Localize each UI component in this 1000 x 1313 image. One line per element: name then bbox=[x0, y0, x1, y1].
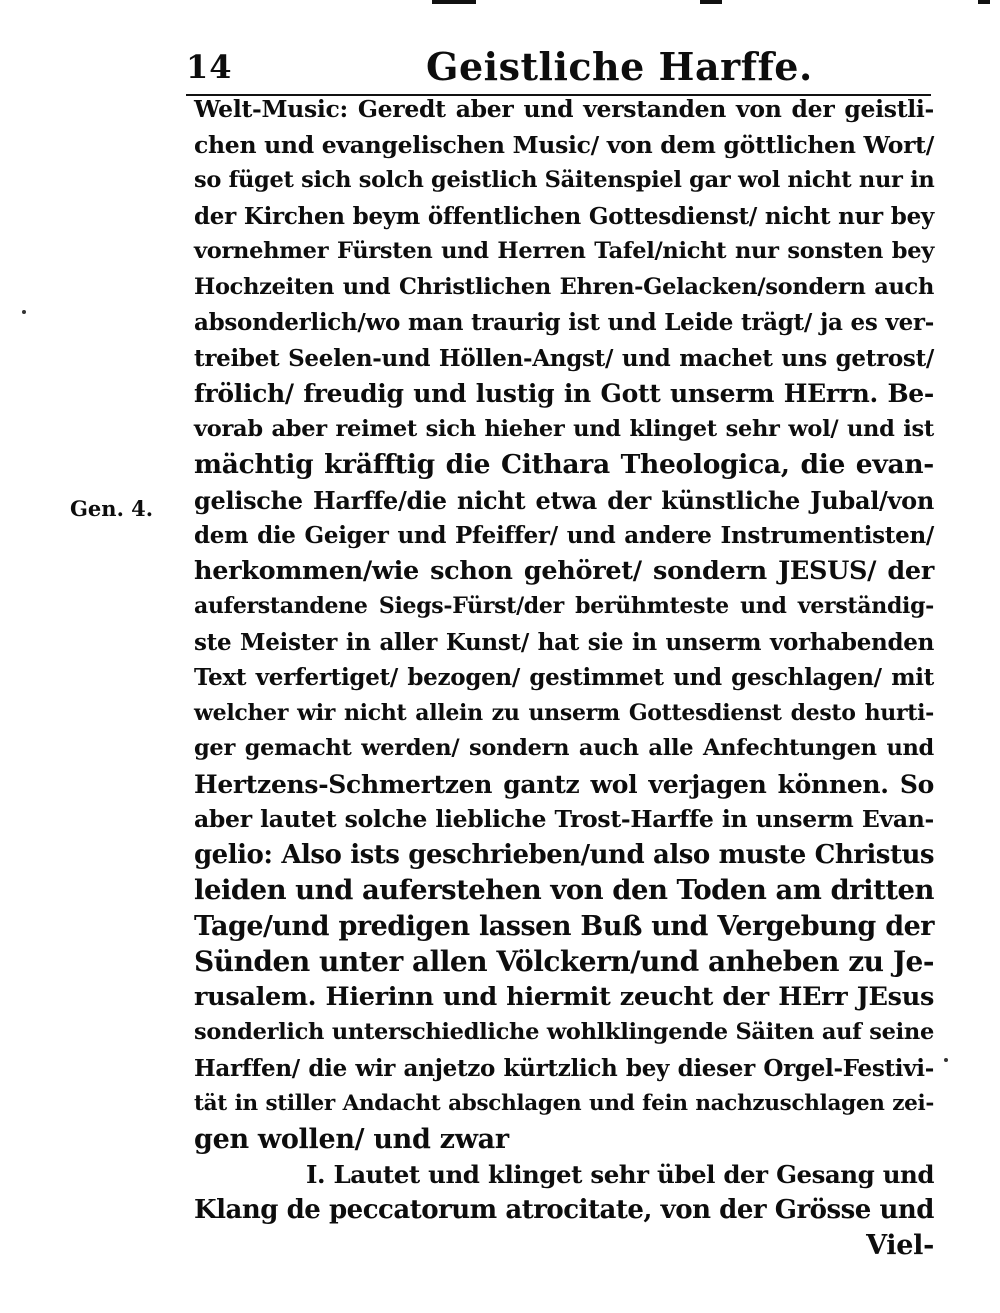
text-line: sonderlich unterschiedliche wohlklingende Säiten auf seine bbox=[194, 1019, 934, 1045]
text-line: ste Meister in aller Kunst/ hat sie in unserm vorhabenden bbox=[194, 628, 934, 656]
text-line: Tage/und predigen lassen Buß und Vergebung der bbox=[194, 910, 934, 942]
margin-note-gen: Gen. 4. bbox=[70, 496, 154, 521]
text-line: mächtig kräfftig die Cithara Theologica, die evan- bbox=[194, 449, 934, 480]
scan-artifact bbox=[432, 0, 476, 4]
text-line: Hochzeiten und Christlichen Ehren-Gelacken/sondern auch bbox=[194, 273, 934, 300]
text-line: tät in stiller Andacht abschlagen und fein nachzuschlagen zei- bbox=[194, 1091, 934, 1116]
text-line: vornehmer Fürsten und Herren Tafel/nicht nur sonsten bey bbox=[194, 238, 934, 264]
text-line: chen und evangelischen Music/ von dem göttlichen Wort/ bbox=[194, 130, 934, 159]
scan-speck bbox=[944, 1058, 948, 1062]
scan-artifact bbox=[978, 0, 990, 4]
text-line: aber lautet solche liebliche Trost-Harffe in unserm Evan- bbox=[194, 805, 934, 833]
text-line: Text verfertiget/ bezogen/ gestimmet und geschlagen/ mit bbox=[194, 664, 934, 691]
running-title: Geistliche Harffe. bbox=[426, 44, 813, 89]
text-line: welcher wir nicht allein zu unserm Gottesdienst desto hurti- bbox=[194, 699, 934, 726]
page-number: 14 bbox=[186, 48, 233, 86]
text-line: Sünden unter allen Völckern/und anheben zu Je- bbox=[194, 945, 934, 978]
text-line: rusalem. Hierinn und hiermit zeucht der HErr JEsus bbox=[194, 981, 934, 1012]
text-line: gelische Harffe/die nicht etwa der künstliche Jubal/von bbox=[194, 485, 934, 515]
text-line: herkommen/wie schon gehöret/ sondern JESUS/ der bbox=[194, 555, 934, 586]
section-heading-line: Klang de peccatorum atrocitate, von der Grösse und bbox=[194, 1194, 934, 1225]
scan-speck bbox=[22, 310, 26, 314]
body-text bbox=[194, 92, 934, 1264]
scan-artifact bbox=[700, 0, 722, 4]
text-line: gelio: Also ists geschrieben/und also muste Christus bbox=[194, 839, 934, 870]
text-line: frölich/ freudig und lustig in Gott unserm HErrn. Be- bbox=[194, 379, 934, 408]
text-line: Hertzens-Schmertzen gantz wol verjagen können. So bbox=[194, 769, 934, 799]
text-line: gen wollen/ und zwar bbox=[194, 1123, 509, 1155]
text-line: ger gemacht werden/ sondern auch alle Anfechtungen und bbox=[194, 735, 934, 761]
text-line: auferstandene Siegs-Fürst/der berühmteste und verständig- bbox=[194, 593, 934, 619]
text-line: so füget sich solch geistlich Säitenspiel gar wol nicht nur in bbox=[194, 167, 935, 193]
text-line: treibet Seelen-und Höllen-Angst/ und machet uns getrost/ bbox=[194, 344, 934, 372]
text-line: Welt-Music: Geredt aber und verstanden von der geistli- bbox=[194, 95, 934, 123]
text-line: absonderlich/wo man traurig ist und Leide trägt/ ja es ver- bbox=[194, 309, 934, 336]
text-line: dem die Geiger und Pfeiffer/ und andere Instrumentisten/ bbox=[194, 522, 934, 549]
text-line: leiden und auferstehen von den Toden am dritten bbox=[194, 874, 935, 906]
section-heading-line: I. Lautet und klinget sehr übel der Gesang und bbox=[306, 1160, 934, 1189]
text-line: Harffen/ die wir anjetzo kürtzlich bey dieser Orgel-Festivi- bbox=[194, 1054, 934, 1082]
page-header bbox=[186, 40, 931, 92]
text-line: der Kirchen beym öffentlichen Gottesdienst/ nicht nur bey bbox=[194, 202, 934, 230]
text-line: vorab aber reimet sich hieher und klinget sehr wol/ und ist bbox=[194, 415, 934, 442]
catchword: Viel- bbox=[866, 1230, 934, 1261]
